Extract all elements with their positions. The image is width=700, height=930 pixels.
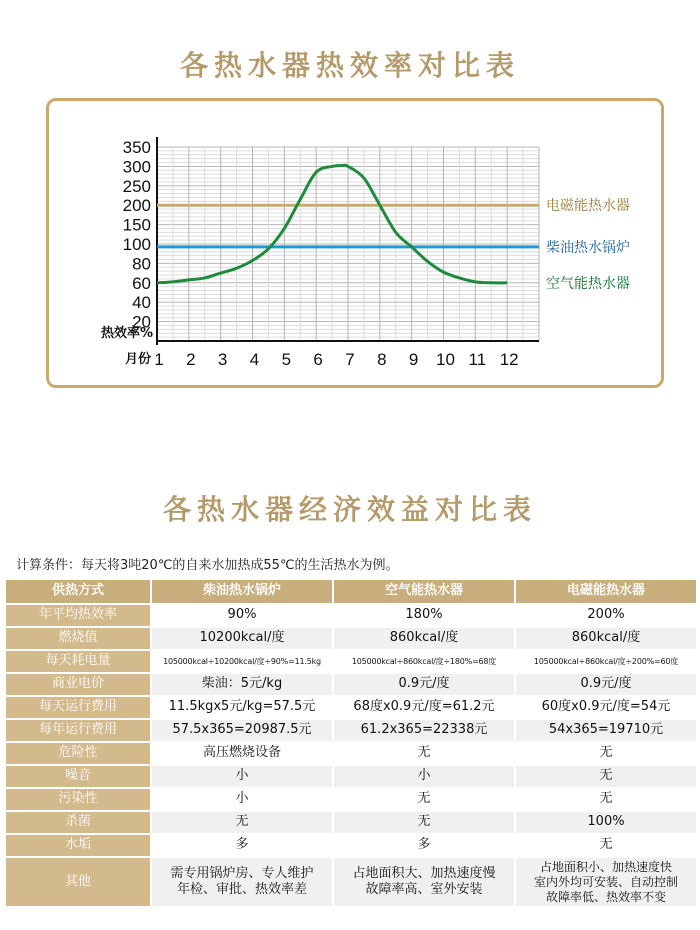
- table-cell: 无: [515, 765, 697, 788]
- x-tick-label: 3: [217, 350, 228, 369]
- row-label: 每年运行费用: [5, 719, 151, 742]
- header-col-2: 空气能热水器: [333, 579, 515, 604]
- row-label: 燃烧值: [5, 627, 151, 650]
- table-cell: 无: [151, 811, 333, 834]
- table-cell: 柴油：5元/kg: [151, 673, 333, 696]
- table-cell: 小: [151, 765, 333, 788]
- legend-label: 电磁能热水器: [546, 198, 630, 215]
- table-cell: 61.2x365=22338元: [333, 719, 515, 742]
- table-header-row: [5, 579, 697, 604]
- table-cell: 54x365=19710元: [515, 719, 697, 742]
- header-method: 供热方式: [5, 579, 151, 604]
- table-row: [5, 857, 697, 907]
- table-cell: 860kcal/度: [515, 627, 697, 650]
- legend-label: 柴油热水锅炉: [546, 239, 630, 256]
- cell-line: 故障率低、热效率不变: [545, 889, 666, 904]
- table-cell: 68度x0.9元/度=61.2元: [333, 696, 515, 719]
- table-cell: 高压燃烧设备: [151, 742, 333, 765]
- table-cell: 无: [333, 742, 515, 765]
- x-tick-label: 6: [313, 350, 323, 369]
- y-tick-label: 40: [132, 293, 151, 313]
- y-tick-label: 150: [122, 215, 151, 235]
- table-cell: 无: [333, 788, 515, 811]
- table-row: [5, 788, 697, 811]
- table-cell: 180%: [333, 604, 515, 627]
- y-tick-label: 250: [122, 176, 151, 196]
- cell-line: 故障率高、室外安装: [365, 882, 483, 897]
- table-row: [5, 650, 697, 673]
- table-row: [5, 811, 697, 834]
- x-tick-label: 12: [499, 350, 519, 369]
- table-cell: 57.5x365=20987.5元: [151, 719, 333, 742]
- cell-line: 占地面积小、加热速度快: [539, 859, 672, 874]
- economy-table-title: 各热水器经济效益对比表: [162, 493, 537, 526]
- row-label: 其他: [5, 857, 151, 907]
- cell-line: 占地面积大、加热速度慢: [352, 865, 496, 881]
- economy-comparison-table: [4, 578, 698, 908]
- table-row: [5, 696, 697, 719]
- row-label: 危险性: [5, 742, 151, 765]
- table-cell: 105000kcal÷860kcal/度÷180%=68度: [333, 650, 515, 673]
- table-row: [5, 719, 697, 742]
- table-row: [5, 673, 697, 696]
- row-label: 商业电价: [5, 673, 151, 696]
- table-cell: [333, 857, 515, 907]
- table-cell: 105000kcal÷10200kcal/度÷90%=11.5kg: [151, 650, 333, 673]
- table-cell: 无: [333, 811, 515, 834]
- table-row: [5, 742, 697, 765]
- x-axis-label: 月份: [124, 352, 151, 367]
- y-tick-label: 300: [122, 157, 151, 177]
- x-tick-label: 2: [186, 350, 196, 369]
- table-cell: 0.9元/度: [515, 673, 697, 696]
- table-cell: [515, 857, 697, 907]
- table-row: [5, 765, 697, 788]
- table-cell: 多: [151, 834, 333, 857]
- header-col-1: 柴油热水锅炉: [151, 579, 333, 604]
- x-tick-label: 4: [249, 350, 260, 369]
- table-cell: 无: [515, 742, 697, 765]
- table-cell: 105000kcal÷860kcal/度÷200%=60度: [515, 650, 697, 673]
- row-label: 杀菌: [5, 811, 151, 834]
- x-tick-label: 7: [345, 350, 355, 369]
- table-cell: 100%: [515, 811, 697, 834]
- table-row: [5, 834, 697, 857]
- efficiency-chart-title: 各热水器热效率对比表: [179, 49, 520, 82]
- y-tick-label: 100: [122, 235, 151, 254]
- calc-condition-text: 计算条件：每天将3吨20℃的自来水加热成55℃的生活热水为例。: [16, 558, 399, 573]
- row-label: 噪音: [5, 765, 151, 788]
- efficiency-line-chart: [49, 101, 661, 385]
- x-tick-label: 8: [377, 350, 387, 369]
- x-tick-label: 1: [154, 350, 164, 369]
- header-col-3: 电磁能热水器: [515, 579, 697, 604]
- row-label: 年平均热效率: [5, 604, 151, 627]
- y-tick-label: 20: [132, 312, 151, 332]
- table-cell: 200%: [515, 604, 697, 627]
- table-cell: 10200kcal/度: [151, 627, 333, 650]
- y-axis-label: 热效率%: [100, 326, 153, 341]
- x-tick-label: 5: [281, 350, 292, 369]
- table-cell: 860kcal/度: [333, 627, 515, 650]
- cell-line: 室内外均可安装、自动控制: [533, 874, 678, 889]
- row-label: 每天运行费用: [5, 696, 151, 719]
- chart-frame: [46, 98, 664, 388]
- table-cell: 无: [515, 834, 697, 857]
- row-label: 水垢: [5, 834, 151, 857]
- x-tick-label: 9: [408, 350, 419, 369]
- cell-line: 年检、审批、热效率差: [176, 882, 307, 897]
- x-tick-label: 11: [468, 350, 487, 369]
- y-tick-label: 60: [132, 273, 151, 293]
- table-cell: 小: [151, 788, 333, 811]
- row-label: 每天耗电量: [5, 650, 151, 673]
- row-label: 污染性: [5, 788, 151, 811]
- cell-line: 需专用锅炉房、专人维护: [170, 865, 314, 881]
- table-cell: 11.5kgx5元/kg=57.5元: [151, 696, 333, 719]
- table-cell: 90%: [151, 604, 333, 627]
- table-cell: 无: [515, 788, 697, 811]
- table-cell: 多: [333, 834, 515, 857]
- table-cell: 0.9元/度: [333, 673, 515, 696]
- table-cell: 小: [333, 765, 515, 788]
- table-cell: 60度x0.9元/度=54元: [515, 696, 697, 719]
- y-tick-label: 350: [122, 138, 151, 157]
- table-row: [5, 604, 697, 627]
- x-tick-label: 10: [436, 350, 455, 369]
- legend-label: 空气能热水器: [546, 275, 630, 292]
- table-row: [5, 627, 697, 650]
- y-tick-label: 80: [132, 254, 151, 274]
- table-cell: [151, 857, 333, 907]
- y-tick-label: 200: [122, 196, 151, 216]
